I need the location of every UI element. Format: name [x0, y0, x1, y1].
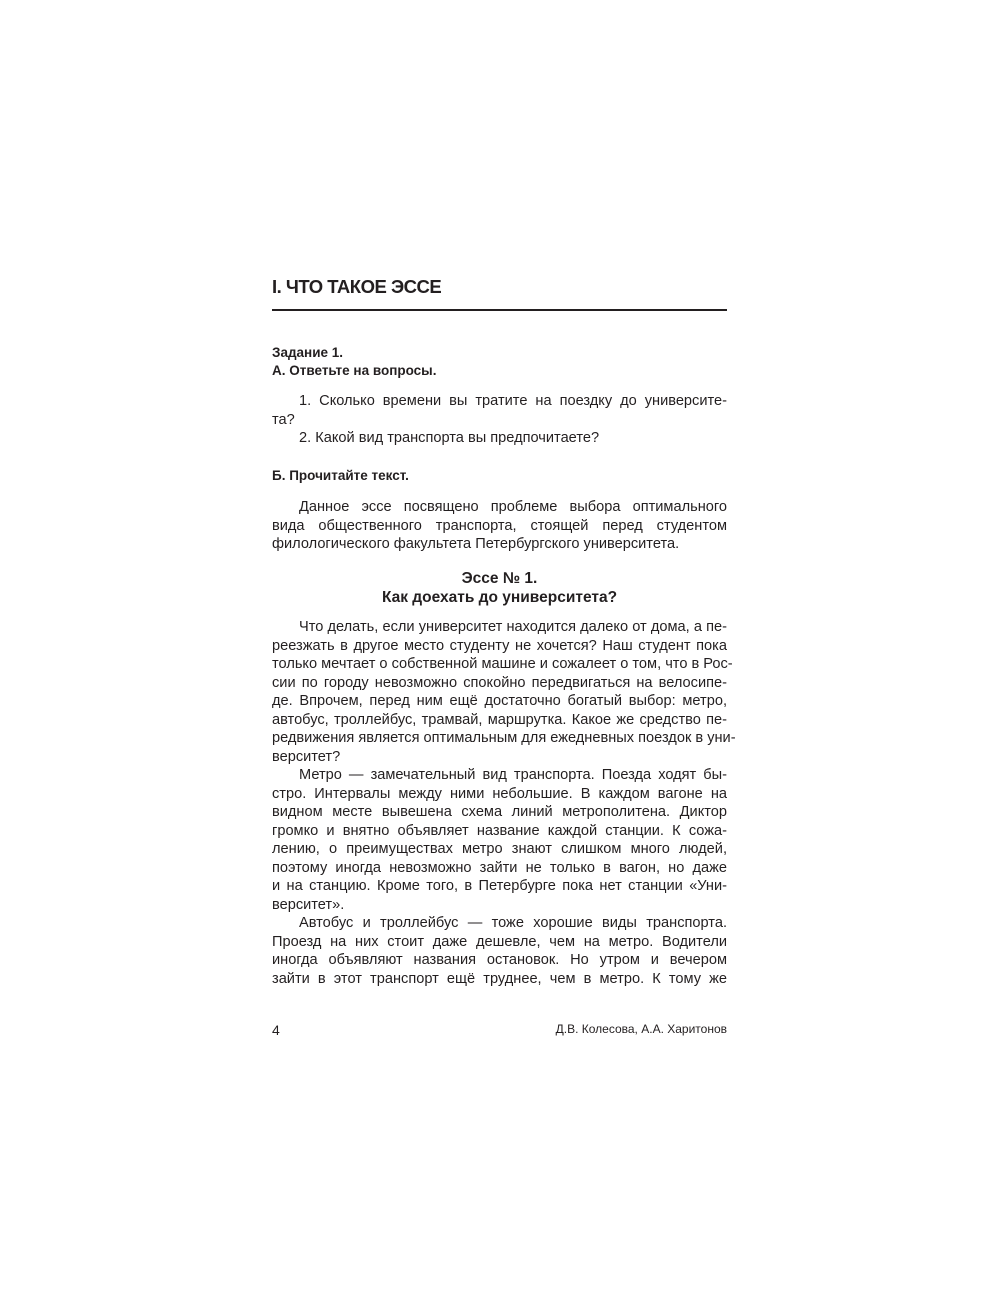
essay-paragraph-line: реезжать в другое место студенту не хочется? Наш студент пока	[272, 637, 727, 654]
footer-authors: Д.В. Колесова, А.А. Харитонов	[555, 1022, 727, 1036]
question-line: 1. Сколько времени вы тратите на поездку до университе-	[299, 393, 727, 409]
chapter-title: I. ЧТО ТАКОЕ ЭССЕ	[272, 276, 442, 297]
page-footer	[272, 1022, 727, 1038]
task-part-a: А. Ответьте на вопросы.	[272, 363, 437, 378]
essay-body	[272, 618, 736, 988]
essay-paragraph-line: иногда объявляют названия остановок. Но утром и вечером	[272, 952, 727, 968]
essay-paragraph-line: сии по городу невозможно спокойно передвигаться на велосипе-	[272, 674, 727, 691]
essay-paragraph-line: верситет».	[272, 896, 345, 913]
question-list	[272, 392, 727, 448]
essay-paragraph-line: только мечтает о собственной машине и сожалеет о том, что в Рос-	[272, 656, 733, 672]
intro-line: вида общественного транспорта, стоящей перед студентом	[272, 517, 727, 534]
essay-paragraph-line: зайти в этот транспорт ещё труднее, чем в метро. К тому же	[272, 970, 727, 987]
intro-paragraph	[272, 498, 727, 554]
task-part-b: Б. Прочитайте текст.	[272, 468, 409, 483]
essay-number: Эссе № 1.	[461, 570, 538, 587]
essay-paragraph-line: Автобус и троллейбус — тоже хорошие виды транспорта.	[299, 915, 727, 931]
essay-paragraph-line: автобус, троллейбус, трамвай, маршрутка. Какое же средство пе-	[272, 711, 727, 728]
essay-paragraph-line: редвижения является оптимальным для ежедневных поездок в уни-	[272, 730, 736, 746]
essay-heading	[272, 570, 727, 607]
essay-paragraph-line: видном месте вывешена схема линий метрополитена. Диктор	[272, 804, 727, 820]
essay-paragraph-line: Что делать, если университет находится далеко от дома, а пе-	[299, 619, 727, 635]
essay-paragraph-line: поэтому иногда невозможно зайти не только в вагон, но даже	[272, 859, 727, 876]
question-line: та?	[272, 411, 295, 428]
essay-paragraph-line: громко и внятно объявляет название каждой станции. К сожа-	[272, 822, 727, 839]
title-divider	[272, 309, 727, 311]
essay-title: Как доехать до университета?	[381, 588, 618, 606]
intro-line: Данное эссе посвящено проблеме выбора оптимального	[299, 499, 727, 515]
essay-paragraph-line: Метро — замечательный вид транспорта. Поезда ходят бы-	[299, 767, 727, 783]
essay-paragraph-line: де. Впрочем, перед ним ещё достаточно богатый выбор: метро,	[272, 693, 727, 709]
question-line: 2. Какой вид транспорта вы предпочитаете?	[299, 430, 600, 446]
essay-paragraph-line: Проезд на них стоит даже дешевле, чем на метро. Водители	[272, 933, 727, 950]
essay-paragraph-line: лению, о преимуществах метро знают слишком много людей,	[272, 841, 727, 857]
essay-paragraph-line: верситет?	[272, 748, 341, 765]
page-number: 4	[272, 1022, 280, 1038]
essay-paragraph-line: стро. Интервалы между ними небольшие. В каждом вагоне на	[272, 785, 727, 802]
intro-line: филологического факультета Петербургского университета.	[272, 536, 680, 552]
essay-paragraph-line: и на станцию. Кроме того, в Петербурге пока нет станции «Уни-	[272, 878, 727, 894]
task-heading: Задание 1.	[272, 345, 344, 360]
